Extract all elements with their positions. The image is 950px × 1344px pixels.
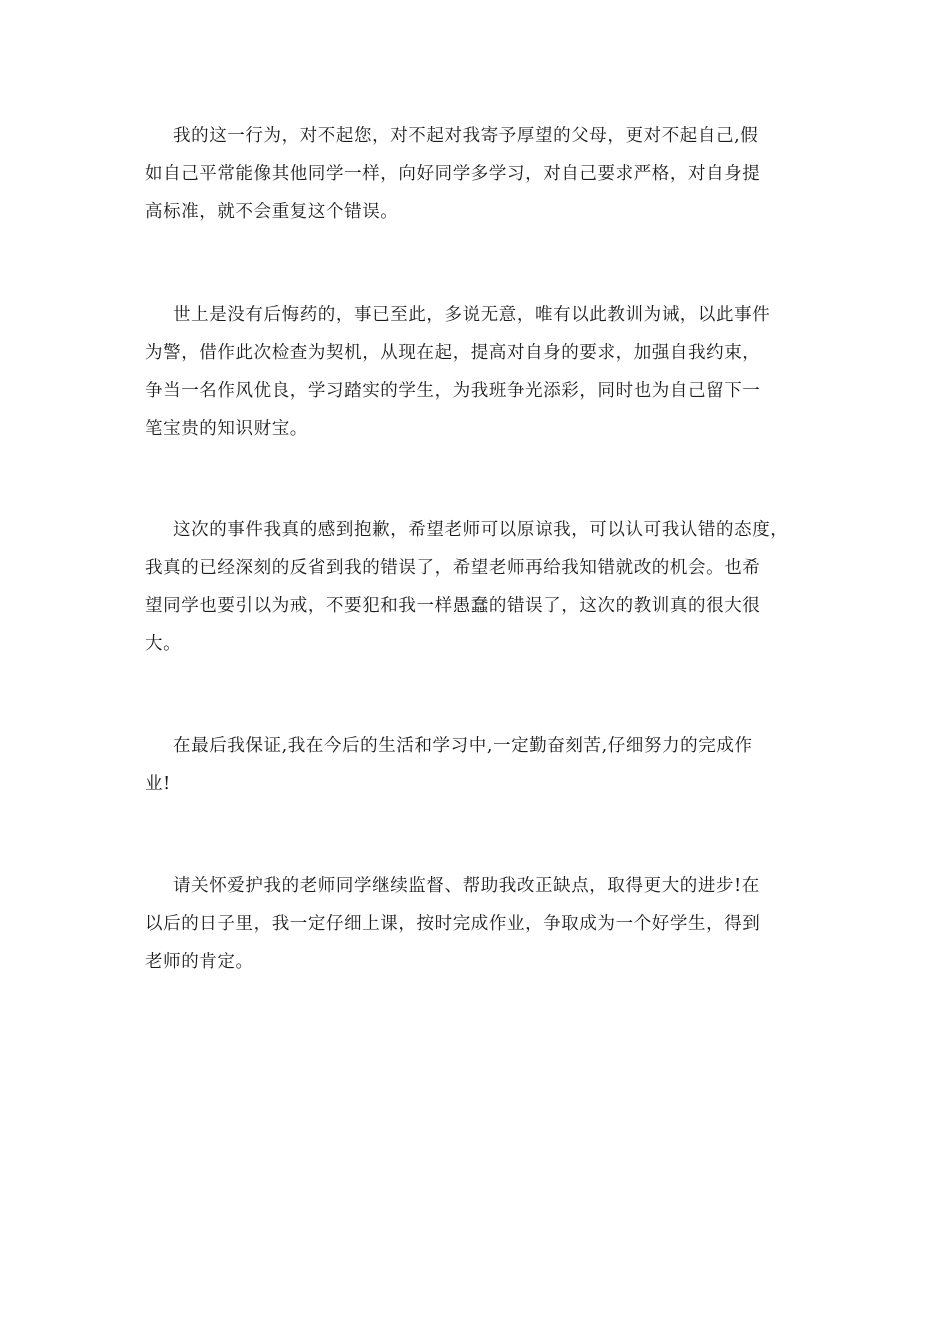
paragraph-line: 如自己平常能像其他同学一样，向好同学多学习，对自己要求严格，对自身提 <box>145 164 761 184</box>
paragraph-line: 老师的肯定。 <box>145 952 254 972</box>
paragraph-line: 高标准，就不会重复这个错误。 <box>145 202 399 222</box>
paragraph-line: 这次的事件我真的感到抱歉，希望老师可以原谅我，可以认可我认错的态度， <box>173 520 789 540</box>
paragraph-line: 在最后我保证,我在今后的生活和学习中,一定勤奋刻苦,仔细努力的完成作 <box>173 736 753 756</box>
paragraph-line: 以后的日子里，我一定仔细上课，按时完成作业，争取成为一个好学生，得到 <box>145 914 761 934</box>
paragraph-line: 我的这一行为，对不起您，对不起对我寄予厚望的父母，更对不起自己,假 <box>173 126 759 146</box>
paragraph-line: 我真的已经深刻的反省到我的错误了，希望老师再给我知错就改的机会。也希 <box>145 558 761 578</box>
paragraph-line: 大。 <box>145 634 182 654</box>
paragraph-line: 为警，借作此次检查为契机，从现在起，提高对自身的要求，加强自我约束， <box>145 343 761 363</box>
paragraph-line: 望同学也要引以为戒，不要犯和我一样愚蠢的错误了，这次的教训真的很大很 <box>145 596 761 616</box>
paragraph-line: 争当一名作风优良，学习踏实的学生，为我班争光添彩，同时也为自己留下一 <box>145 381 761 401</box>
paragraph-line: 世上是没有后悔药的，事已至此，多说无意，唯有以此教训为诫，以此事件 <box>173 305 771 325</box>
paragraph-line: 业! <box>145 774 171 794</box>
paragraph-line: 笔宝贵的知识财宝。 <box>145 419 308 439</box>
paragraph-line: 请关怀爱护我的老师同学继续监督、帮助我改正缺点，取得更大的进步!在 <box>173 876 760 896</box>
